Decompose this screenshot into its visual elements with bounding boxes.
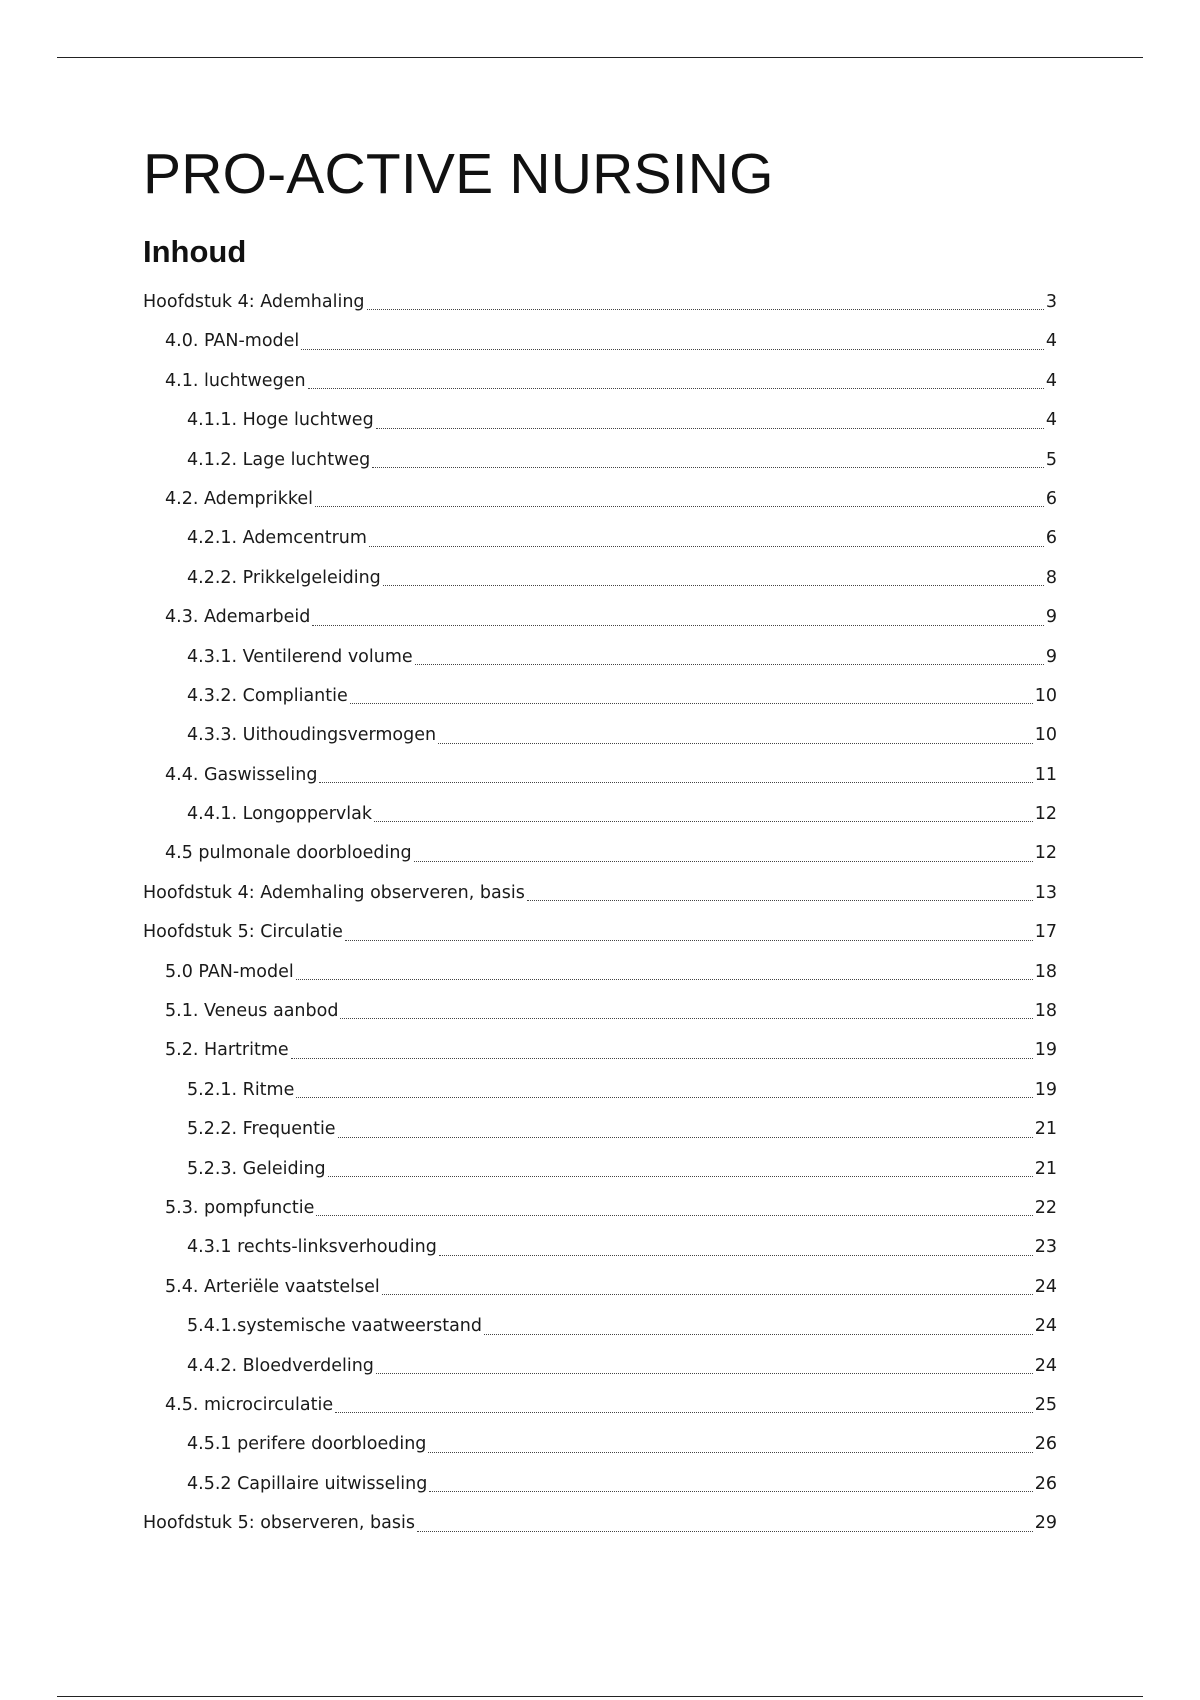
toc-entry[interactable] <box>143 1386 1057 1425</box>
toc-entry-label: 4.0. PAN-model <box>165 331 300 352</box>
toc-dot-leader <box>328 1176 1033 1177</box>
toc-entry-page-number: 4 <box>1045 410 1057 431</box>
toc-entry-label: 4.5.2 Capillaire uitwisseling <box>187 1473 428 1494</box>
toc-entry-page-number: 4 <box>1045 370 1057 391</box>
toc-entry-label: 4.1.2. Lage luchtweg <box>187 449 371 470</box>
toc-entry[interactable] <box>143 1465 1057 1504</box>
toc-entry[interactable] <box>143 1031 1057 1070</box>
toc-entry[interactable] <box>143 322 1057 361</box>
toc-entry-label: 5.3. pompfunctie <box>165 1197 315 1218</box>
toc-entry-label: 4.2.1. Ademcentrum <box>187 528 367 549</box>
toc-entry-page-number: 26 <box>1034 1434 1057 1455</box>
toc-entry-page-number: 21 <box>1034 1158 1057 1179</box>
toc-dot-leader <box>296 979 1033 980</box>
toc-entry[interactable] <box>143 1504 1057 1543</box>
toc-dot-leader <box>338 1137 1033 1138</box>
toc-entry[interactable] <box>143 480 1057 519</box>
toc-entry[interactable] <box>143 834 1057 873</box>
toc-dot-leader <box>484 1334 1033 1335</box>
toc-entry-label: 4.3.1 rechts-linksverhouding <box>187 1237 437 1258</box>
toc-dot-leader <box>291 1058 1033 1059</box>
toc-entry-label: 4.4. Gaswisseling <box>165 764 318 785</box>
toc-entry[interactable] <box>143 1189 1057 1228</box>
toc-entry-page-number: 29 <box>1034 1513 1057 1534</box>
toc-entry-page-number: 10 <box>1034 725 1057 746</box>
toc-entry[interactable] <box>143 677 1057 716</box>
toc-dot-leader <box>439 1255 1033 1256</box>
toc-entry[interactable] <box>143 953 1057 992</box>
toc-entry-label: 5.2.3. Geleiding <box>187 1158 326 1179</box>
toc-entry-page-number: 24 <box>1034 1316 1057 1337</box>
toc-entry-page-number: 19 <box>1034 1040 1057 1061</box>
toc-entry-label: Hoofdstuk 5: observeren, basis <box>143 1513 415 1534</box>
toc-entry-page-number: 21 <box>1034 1119 1057 1140</box>
toc-entry-page-number: 26 <box>1034 1473 1057 1494</box>
toc-dot-leader <box>340 1018 1032 1019</box>
toc-dot-leader <box>369 546 1044 547</box>
toc-dot-leader <box>429 1491 1032 1492</box>
toc-heading: Inhoud <box>143 234 247 269</box>
toc-entry[interactable] <box>143 1425 1057 1464</box>
toc-entry-page-number: 6 <box>1045 488 1057 509</box>
toc-entry-label: 5.4.1.systemische vaatweerstand <box>187 1316 482 1337</box>
toc-dot-leader <box>527 900 1033 901</box>
toc-entry-page-number: 11 <box>1034 764 1057 785</box>
toc-entry[interactable] <box>143 913 1057 952</box>
toc-entry[interactable] <box>143 1347 1057 1386</box>
toc-entry-page-number: 8 <box>1045 567 1057 588</box>
toc-dot-leader <box>301 349 1044 350</box>
toc-dot-leader <box>335 1412 1033 1413</box>
toc-entry-page-number: 9 <box>1045 646 1057 667</box>
document-title: PRO-ACTIVE NURSING <box>143 142 774 206</box>
toc-entry-label: Hoofdstuk 5: Circulatie <box>143 922 343 943</box>
toc-entry-page-number: 25 <box>1034 1394 1057 1415</box>
toc-entry-label: 5.2. Hartritme <box>165 1040 289 1061</box>
toc-entry[interactable] <box>143 1150 1057 1189</box>
toc-entry-label: 4.3. Ademarbeid <box>165 607 311 628</box>
toc-entry[interactable] <box>143 716 1057 755</box>
toc-entry-label: 5.1. Veneus aanbod <box>165 1001 339 1022</box>
toc-entry[interactable] <box>143 874 1057 913</box>
toc-entry-page-number: 5 <box>1045 449 1057 470</box>
toc-dot-leader <box>372 467 1044 468</box>
toc-dot-leader <box>315 506 1044 507</box>
toc-entry[interactable] <box>143 283 1057 322</box>
toc-entry-label: 4.1.1. Hoge luchtweg <box>187 410 374 431</box>
toc-dot-leader <box>308 388 1044 389</box>
toc-entry[interactable] <box>143 638 1057 677</box>
toc-entry-label: 4.2.2. Prikkelgeleiding <box>187 567 381 588</box>
toc-entry-page-number: 23 <box>1034 1237 1057 1258</box>
toc-entry-label: 5.2.1. Ritme <box>187 1079 295 1100</box>
toc-dot-leader <box>319 782 1032 783</box>
toc-entry-label: 5.4. Arteriële vaatstelsel <box>165 1276 380 1297</box>
toc-entry-page-number: 24 <box>1034 1276 1057 1297</box>
toc-entry-label: 4.5.1 perifere doorbloeding <box>187 1434 427 1455</box>
table-of-contents <box>143 283 1057 1544</box>
toc-dot-leader <box>316 1215 1032 1216</box>
toc-dot-leader <box>417 1531 1033 1532</box>
toc-entry-page-number: 12 <box>1034 843 1057 864</box>
toc-entry-page-number: 10 <box>1034 685 1057 706</box>
toc-entry-label: 4.3.3. Uithoudingsvermogen <box>187 725 437 746</box>
toc-entry-label: 4.5. microcirculatie <box>165 1394 334 1415</box>
toc-dot-leader <box>312 625 1044 626</box>
toc-entry[interactable] <box>143 1228 1057 1267</box>
toc-dot-leader <box>428 1452 1032 1453</box>
toc-entry[interactable] <box>143 756 1057 795</box>
toc-entry[interactable] <box>143 441 1057 480</box>
toc-dot-leader <box>438 743 1033 744</box>
toc-entry-label: 4.5 pulmonale doorbloeding <box>165 843 412 864</box>
toc-entry[interactable] <box>143 362 1057 401</box>
toc-entry[interactable] <box>143 559 1057 598</box>
header-rule <box>57 57 1143 58</box>
toc-entry-page-number: 9 <box>1045 607 1057 628</box>
toc-entry[interactable] <box>143 401 1057 440</box>
toc-dot-leader <box>296 1097 1032 1098</box>
toc-entry-label: 4.4.2. Bloedverdeling <box>187 1355 374 1376</box>
toc-entry[interactable] <box>143 598 1057 637</box>
toc-entry-page-number: 24 <box>1034 1355 1057 1376</box>
toc-entry-label: 4.1. luchtwegen <box>165 370 306 391</box>
toc-entry-label: 4.4.1. Longoppervlak <box>187 804 372 825</box>
toc-entry-label: 4.2. Ademprikkel <box>165 488 313 509</box>
toc-entry-label: 4.3.1. Ventilerend volume <box>187 646 413 667</box>
toc-entry[interactable] <box>143 992 1057 1031</box>
toc-dot-leader <box>414 861 1033 862</box>
toc-entry[interactable] <box>143 519 1057 558</box>
toc-entry-label: Hoofdstuk 4: Ademhaling observeren, basis <box>143 882 525 903</box>
toc-entry-label: 5.2.2. Frequentie <box>187 1119 336 1140</box>
toc-entry[interactable] <box>143 1071 1057 1110</box>
toc-entry-page-number: 12 <box>1034 804 1057 825</box>
toc-entry-page-number: 18 <box>1034 1001 1057 1022</box>
toc-entry-label: Hoofdstuk 4: Ademhaling <box>143 291 365 312</box>
toc-dot-leader <box>415 664 1044 665</box>
toc-entry[interactable] <box>143 795 1057 834</box>
toc-dot-leader <box>367 309 1044 310</box>
toc-dot-leader <box>382 1294 1033 1295</box>
toc-entry-page-number: 13 <box>1034 882 1057 903</box>
toc-dot-leader <box>383 585 1044 586</box>
footer-rule <box>57 1696 1143 1697</box>
toc-dot-leader <box>350 703 1033 704</box>
toc-dot-leader <box>376 428 1044 429</box>
toc-entry-label: 4.3.2. Compliantie <box>187 685 348 706</box>
toc-entry[interactable] <box>143 1268 1057 1307</box>
toc-entry-page-number: 18 <box>1034 961 1057 982</box>
toc-dot-leader <box>345 940 1033 941</box>
toc-entry-page-number: 22 <box>1034 1197 1057 1218</box>
toc-entry-page-number: 3 <box>1045 291 1057 312</box>
toc-entry-page-number: 4 <box>1045 331 1057 352</box>
toc-entry-page-number: 6 <box>1045 528 1057 549</box>
toc-entry[interactable] <box>143 1307 1057 1346</box>
toc-entry-page-number: 17 <box>1034 922 1057 943</box>
toc-entry-label: 5.0 PAN-model <box>165 961 294 982</box>
toc-dot-leader <box>374 821 1033 822</box>
toc-dot-leader <box>376 1373 1033 1374</box>
toc-entry-page-number: 19 <box>1034 1079 1057 1100</box>
toc-entry[interactable] <box>143 1110 1057 1149</box>
